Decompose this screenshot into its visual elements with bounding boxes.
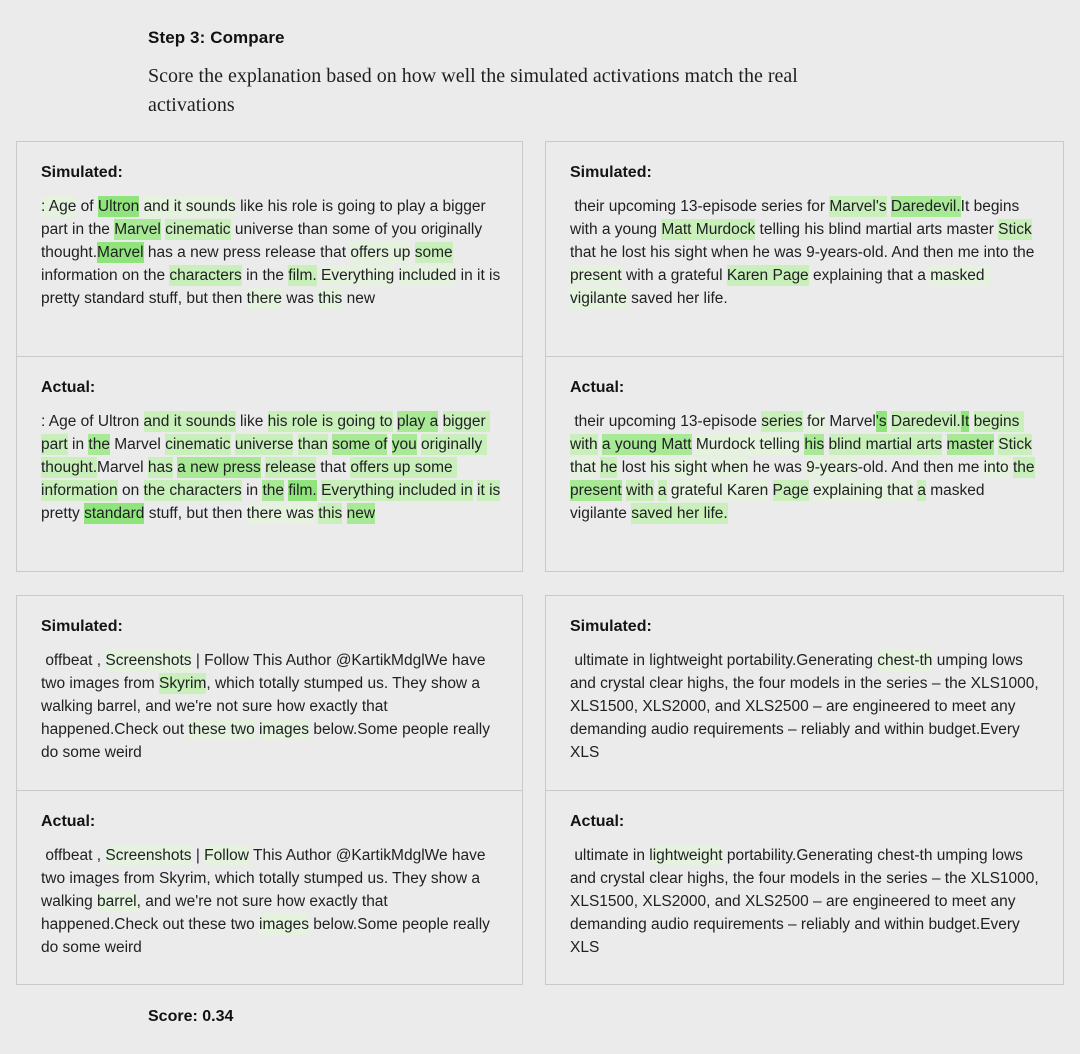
- actual-label: Actual:: [41, 379, 96, 396]
- actual-text: ultimate in lightweight portability.Generating chest-th umping lows and crystal clear highs, the four models in the series – the XLS1000, XLS1500, XLS2000, and XLS2500 – are engineered to meet any demanding audio requirements – reliably and within budget.Every XLS: [570, 847, 1044, 956]
- actual-section: [546, 357, 1063, 571]
- simulated-label: Simulated:: [41, 618, 123, 635]
- actual-text: their upcoming 13-episode series for Marvel's Daredevil.It begins with a young Matt Murdock telling his blind martial arts master Stick that he lost his sight when he was 9-years-old. And then me into the present with a grateful Karen Page explaining that a masked vigilante saved her life.: [570, 413, 1035, 522]
- header: [148, 28, 908, 120]
- simulated-label: Simulated:: [570, 164, 652, 181]
- panel-daredevil: [545, 141, 1064, 572]
- simulated-text: ultimate in lightweight portability.Generating chest-th umping lows and crystal clear highs, the four models in the series – the XLS1000, XLS1500, XLS2000, and XLS2500 – are engineered to meet any demanding audio requirements – reliably and within budget.Every XLS: [570, 652, 1044, 761]
- actual-section: [17, 357, 522, 571]
- simulated-section: [546, 596, 1063, 791]
- actual-text: offbeat , Screenshots | Follow This Author @KartikMdglWe have two images from Skyrim, which totally stumped us. They show a walking barrel, and we're not sure how exactly that happened.Check out these two images below.Some people really do some weird: [41, 847, 495, 956]
- panel-xls-audio: [545, 595, 1064, 985]
- simulated-text: : Age of Ultron and it sounds like his role is going to play a bigger part in the Marvel cinematic universe than some of you originally thought.Marvel has a new press release that offers up some information on the characters in the film. Everything included in it is pretty standard stuff, but then there was this new: [41, 198, 505, 307]
- actual-section: [17, 791, 522, 984]
- actual-section: [546, 791, 1063, 984]
- panel-skyrim: [16, 595, 523, 985]
- simulated-text: offbeat , Screenshots | Follow This Author @KartikMdglWe have two images from Skyrim, which totally stumped us. They show a walking barrel, and we're not sure how exactly that happened.Check out these two images below.Some people really do some weird: [41, 652, 495, 761]
- actual-label: Actual:: [570, 379, 625, 396]
- simulated-section: [546, 142, 1063, 357]
- actual-label: Actual:: [570, 813, 625, 830]
- simulated-label: Simulated:: [570, 618, 652, 635]
- panel-marvel-ultron: [16, 141, 523, 572]
- simulated-text: their upcoming 13-episode series for Marvel's Daredevil.It begins with a young Matt Murdock telling his blind martial arts master Stick that he lost his sight when he was 9-years-old. And then me into the present with a grateful Karen Page explaining that a masked vigilante saved her life.: [570, 198, 1039, 307]
- simulated-section: [17, 596, 522, 791]
- comparison-grid: [16, 141, 1064, 985]
- page-title: Step 3: Compare: [148, 28, 285, 47]
- actual-text: : Age of Ultron and it sounds like his role is going to play a bigger part in the Marvel cinematic universe than some of you originally thought.Marvel has a new press release that offers up some information on the characters in the film. Everything included in it is pretty standard stuff, but then there was this new: [41, 413, 505, 522]
- simulated-label: Simulated:: [41, 164, 123, 181]
- simulated-section: [17, 142, 522, 357]
- page-subtitle: Score the explanation based on how well the simulated activations match the real activations: [148, 65, 798, 116]
- actual-label: Actual:: [41, 813, 96, 830]
- score-text: Score: 0.34: [148, 1008, 234, 1025]
